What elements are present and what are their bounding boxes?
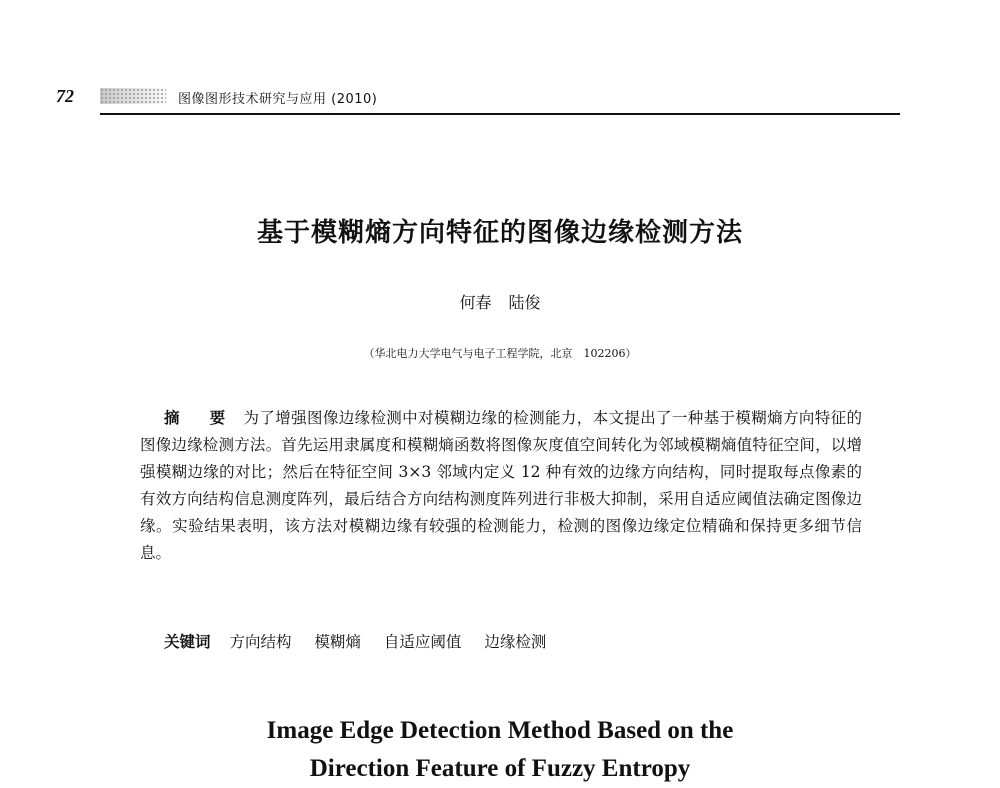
keyword: 自适应阈值 xyxy=(383,633,462,651)
abstract-text: 为了增强图像边缘检测中对模糊边缘的检测能力，本文提出了一种基于模糊熵方向特征的图像边缘检测方法。首先运用隶属度和模糊熵函数将图像灰度值空间转化为邻域模糊熵值特征空间，以增强模糊边缘的对比；然后在特征空间 3×3 邻域内定义 12 种有效的边缘方向结构，同时提取每点像素的有效方向结构信息测度阵列，最后结合方向结构测度阵列进行非极大抑制，采用自适应阈值法确定图像边缘。实验结果表明，该方法对模糊边缘有较强的检测能力，检测的图像边缘定位精确和保持更多细节信息。 xyxy=(140,409,862,562)
header-ornament xyxy=(100,88,166,104)
keywords xyxy=(164,630,564,652)
header-rule xyxy=(100,113,900,115)
page-header xyxy=(56,86,900,114)
author-name: 陆俊 xyxy=(508,293,541,312)
author-name: 何春 xyxy=(459,293,492,312)
paper-title-en-line1: Image Edge Detection Method Based on the xyxy=(266,717,734,744)
paper-title-en-line2: Direction Feature of Fuzzy Entropy xyxy=(309,755,691,782)
keyword: 方向结构 xyxy=(229,633,292,651)
abstract xyxy=(140,405,862,567)
journal-name: 图像图形技术研究与应用 (2010) xyxy=(178,92,378,107)
keyword: 模糊熵 xyxy=(314,633,361,651)
paper-title-cn: 基于模糊熵方向特征的图像边缘检测方法 xyxy=(256,218,743,248)
keyword: 边缘检测 xyxy=(484,633,547,651)
affiliation: （华北电力大学电气与电子工程学院，北京 102206） xyxy=(363,347,637,360)
keywords-label: 关键词 xyxy=(164,633,211,651)
page-number: 72 xyxy=(56,86,74,106)
abstract-label: 摘 要 xyxy=(164,409,238,427)
authors xyxy=(100,290,900,313)
paper-title-en xyxy=(100,712,900,788)
